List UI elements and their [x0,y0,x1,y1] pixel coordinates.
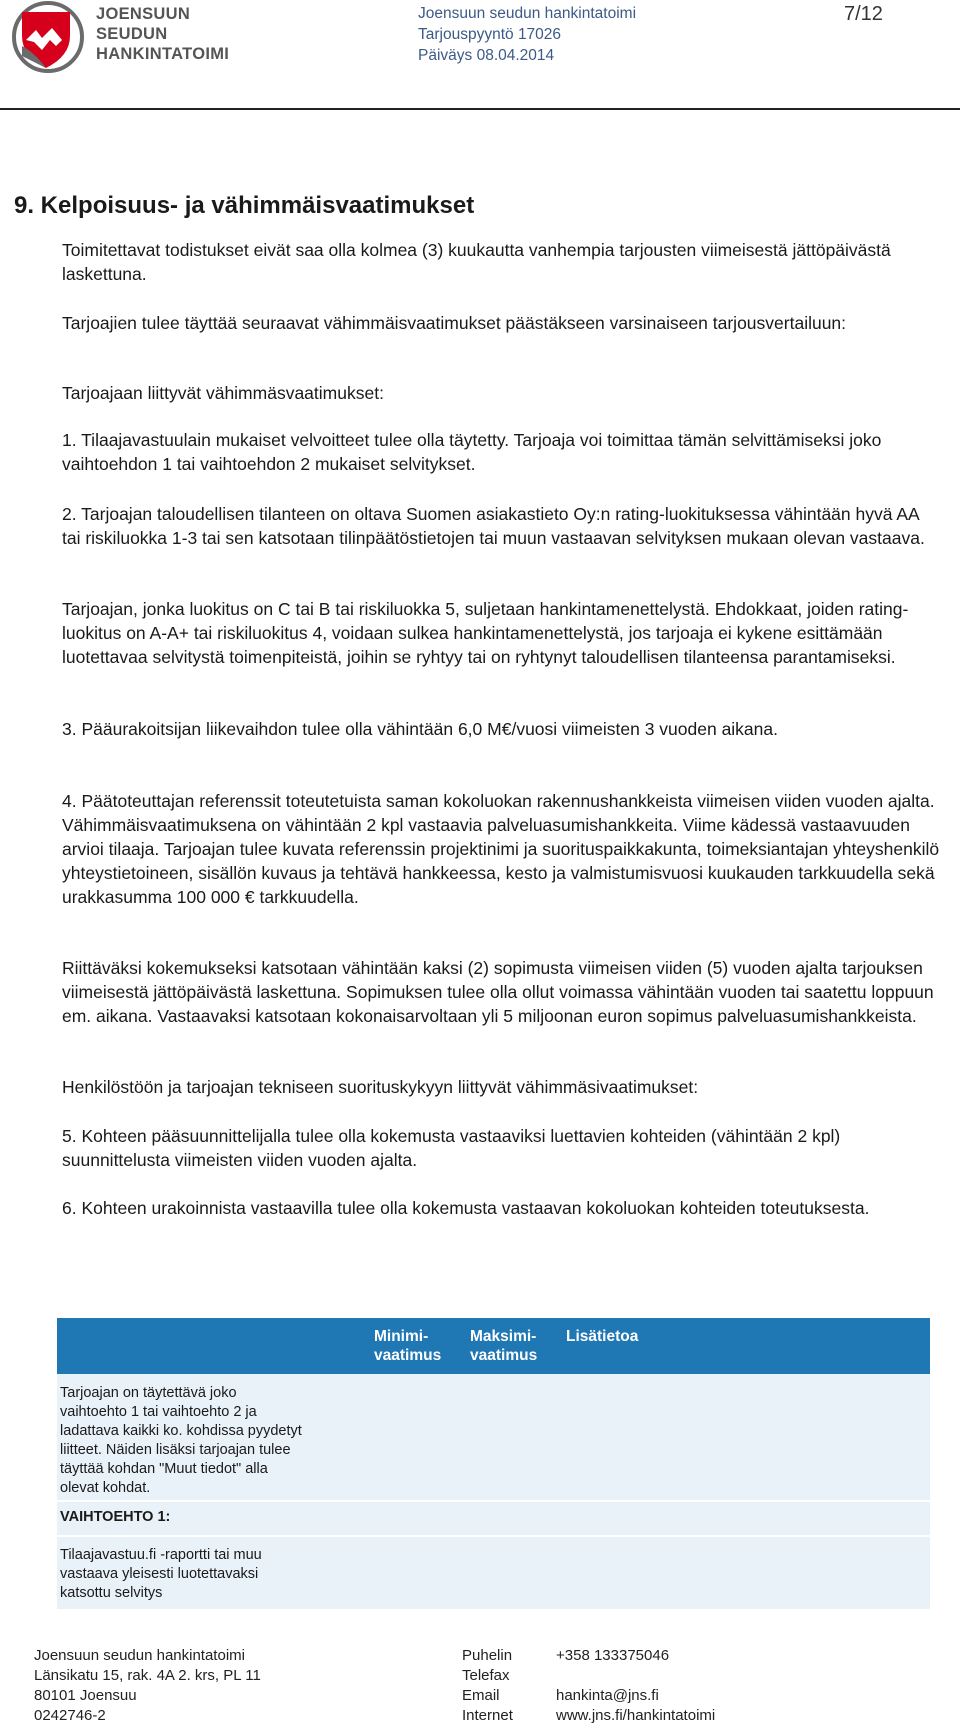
option-text-cell [57,1537,367,1609]
footer-fax [556,1666,715,1686]
footer-city: 80101 Joensuu [34,1687,137,1704]
footer-contact-values [556,1646,715,1726]
footer-website-link[interactable]: www.jns.fi/hankintatoimi [556,1707,716,1724]
footer-label-email: Email [462,1687,500,1704]
logo-line-3: HANKINTATOIMI [96,45,230,63]
maximum-cell [463,1374,559,1500]
footer-label-fax: Telefax [462,1667,510,1684]
table-row [57,1502,930,1535]
header-cell-blank [57,1318,367,1374]
footer-label-phone: Puhelin [462,1647,513,1664]
row-minimum-cell [367,1537,463,1609]
header-maximum-label: Maksimi- vaatimus [470,1328,538,1364]
header-cell-maximum [463,1318,559,1374]
instruction-text: Tarjoajan on täytettävä joko vaihtoehto 1 tai vaihtoehto 2 ja ladattava kaikki ko. kohdissa pyydetyt liitteet. Näiden lisäksi tarjoajan tulee täyttää kohdan "Muut tiedot" alla olevat kohdat. [60,1385,302,1496]
option-text: Tilaajavastuu.fi -raportti tai muu vastaava yleisesti luotettavaksi katsottu selvitys [60,1547,262,1601]
row-info-cell [559,1537,930,1609]
option-maximum-cell [463,1502,559,1535]
paragraph-item-3: 3. Pääurakoitsijan liikevaihdon tulee olla vähintään 6,0 M€/vuosi viimeisten 3 vuoden aikana. [62,719,778,739]
footer-org: Joensuun seudun hankintatoimi [34,1647,245,1664]
paragraph-tenderer-heading: Tarjoajaan liittyvät vähimmäsvaatimukset: [62,383,384,403]
requirements-table [57,1318,930,1609]
section-title: 9. Kelpoisuus- ja vähimmäisvaatimukset [14,192,475,219]
paragraph-item-6: 6. Kohteen urakoinnista vastaavilla tulee olla kokemusta vastaavan kokoluokan kohteiden toteutuksesta. [62,1198,870,1218]
header-org: Joensuun seudun hankintatoimi [418,5,637,22]
footer-label-internet: Internet [462,1707,513,1724]
paragraph-item-2: 2. Tarjoajan taloudellisen tilanteen on oltava Suomen asiakastieto Oy:n rating-luokituksessa vähintään hyvä AA tai riskiluokka 1-3 tai sen katsotaan tilinpäätöstietojen tai muun vastaavan selvityksen mukaan olevan vastaava. [62,504,925,548]
paragraph-requirements-intro: Tarjoajien tulee täyttää seuraavat vähimmäisvaatimukset päästäkseen varsinaiseen tarjousvertailuun: [62,313,847,333]
minimum-cell [367,1374,463,1500]
info-cell [559,1374,930,1500]
header-cell-minimum [367,1318,463,1374]
paragraph-rating-exclusion: Tarjoajan, jonka luokitus on C tai B tai riskiluokka 5, suljetaan hankintamenettelystä. Ehdokkaat, joiden rating-luokitus on A-A+ tai riskiluokitus 4, voidaan sulkea hankintamenettelystä, jos tarjoaja ei kykene esittämään luotettavaa selvitystä toimenpiteistä, joihin se ryhtyy tai on ryhtynyt taloudellisen tilanteensa parantamiseksi. [62,599,909,667]
header-meta [418,3,636,66]
logo [12,0,232,74]
paragraph-validity: Toimitettavat todistukset eivät saa olla kolmea (3) kuukautta vanhempia tarjousten viimeisestä jättöpäivästä laskettuna. [62,240,891,284]
footer-email-link[interactable]: hankinta@jns.fi [556,1687,659,1704]
footer-contact-labels [462,1646,513,1726]
paragraph-personnel-heading: Henkilöstöön ja tarjoajan tekniseen suorituskykyyn liittyvät vähimmäsivaatimukset: [62,1077,699,1097]
footer-address [34,1646,261,1726]
option-label: VAIHTOEHTO 1: [60,1509,171,1525]
option-minimum-cell [367,1502,463,1535]
table-header-row [57,1318,930,1374]
table-row [57,1537,930,1609]
paragraph-item-4: 4. Päätoteuttajan referenssit toteutetuista saman kokoluokan rakennushankkeista viimeisen viiden vuoden ajalta. Vähimmäisvaatimuksena on vähintään 2 kpl vastaavia palveluasumishankkeita. Viime kädessä vastaavuuden arvioi tilaaja. Tarjoajan tulee kuvata referenssin projektinimi ja suorituspaikkakunta, toimeksiantajan yhteyshenkilö yhteystietoineen, sisällön kuvaus ja tehtävä hankkeessa, kesto ja valmistumisvuosi kuukauden tarkkuudella sekä urakkasumma 100 000 € tarkkuudella. [62,791,940,907]
page-header [0,0,960,110]
logo-line-1: JOENSUUN [96,5,191,23]
paragraph-item-1: 1. Tilaajavastuulain mukaiset velvoitteet tulee olla täytetty. Tarjoaja voi toimittaa tämän selvittämiseksi joko vaihtoehdon 1 tai vaihtoehdon 2 mukaiset selvitykset. [62,430,882,474]
header-cell-info: Lisätietoa [559,1318,930,1374]
instruction-cell [57,1374,367,1500]
row-maximum-cell [463,1537,559,1609]
header-tender: Tarjouspyyntö 17026 [418,26,562,43]
logo-text [96,4,229,64]
shield-logo-icon [12,0,84,74]
table-row [57,1374,930,1500]
page-number: 7/12 [844,3,883,25]
logo-line-2: SEUDUN [96,25,168,43]
footer-code: 0242746-2 [34,1707,106,1724]
paragraph-experience: Riittäväksi kokemukseksi katsotaan vähintään kaksi (2) sopimusta viimeisen viiden (5) vuoden ajalta tarjouksen viimeisestä jättöpäivästä laskettuna. Sopimuksen tulee olla ollut voimassa vähintään vuoden tai saatettu loppuun em. aikana. Vastaavaksi katsotaan kokonaisarvoltaan yli 5 miljoonan euron sopimus palveluasumishankkeista. [62,958,934,1026]
header-minimum-label: Minimi- vaatimus [374,1328,442,1364]
paragraph-item-5: 5. Kohteen pääsuunnittelijalla tulee olla kokemusta vastaaviksi luettavien kohteiden (vähintään 2 kpl) suunnittelusta viimeisten viiden vuoden ajalta. [62,1126,841,1170]
option-info-cell [559,1502,930,1535]
footer-street: Länsikatu 15, rak. 4A 2. krs, PL 11 [34,1667,261,1684]
header-date: Päiväys 08.04.2014 [418,47,555,64]
option-label-cell [57,1502,367,1535]
footer-phone: +358 133375046 [556,1647,670,1664]
